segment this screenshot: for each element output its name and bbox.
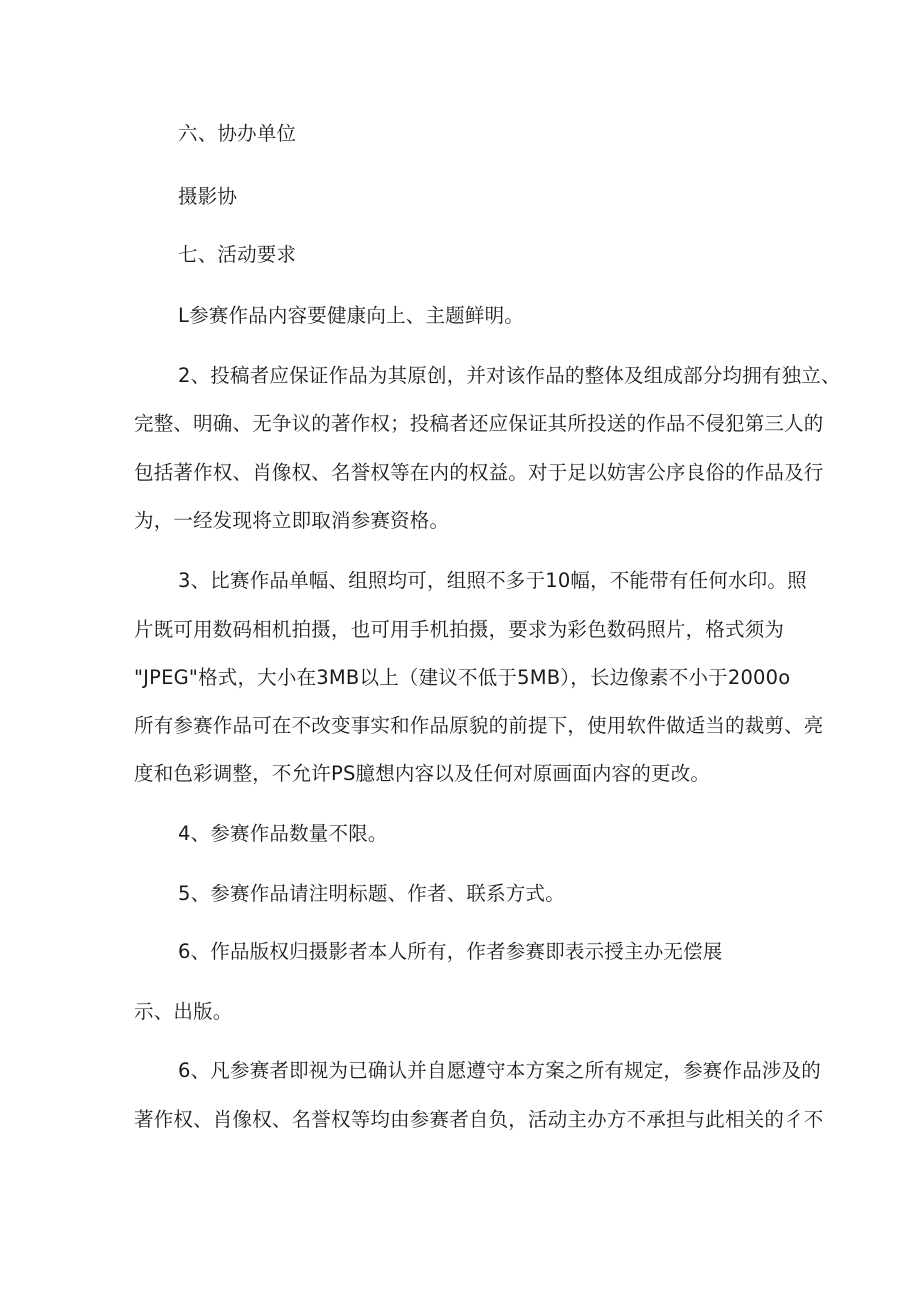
requirement-3-line-5: 度和色彩调整，不允许PS臆想内容以及任何对原画面内容的更改。 xyxy=(134,762,711,785)
section-heading-requirements: 七、活动要求 xyxy=(178,243,297,266)
requirement-6b-line-2: 著作权、肖像权、名誉权等均由参赛者自负，活动主办方不承担与此相关的彳不 xyxy=(134,1108,824,1131)
requirement-6-line-1: 6、作品版权归摄影者本人所有，作者参赛即表示授主办无偿展 xyxy=(178,940,723,963)
requirement-2-line-3: 包括著作权、肖像权、名誉权等在内的权益。对于足以妨害公序良俗的作品及行 xyxy=(134,461,824,484)
requirement-3-line-3: "JPEG"格式，大小在3MB以上（建议不低于5MB），长边像素不小于2000o xyxy=(134,666,791,689)
requirement-2-line-2: 完整、明确、无争议的著作权；投稿者还应保证其所投送的作品不侵犯第三人的 xyxy=(134,412,824,435)
requirement-3-line-2: 片既可用数码相机拍摄，也可用手机拍摄，要求为彩色数码照片，格式须为 xyxy=(134,618,785,641)
section-heading-co-organizer: 六、协办单位 xyxy=(178,122,297,145)
requirement-6b-line-1: 6、凡参赛者即视为已确认并自愿遵守本方案之所有规定，参赛作品涉及的 xyxy=(178,1059,822,1082)
co-organizer-name: 摄影协 xyxy=(178,185,238,208)
requirement-5: 5、参赛作品请注明标题、作者、联系方式。 xyxy=(178,882,565,905)
requirement-3-line-1: 3、比赛作品单幅、组照均可，组照不多于10幅，不能带有任何水印。照 xyxy=(178,569,807,592)
requirement-3-line-4: 所有参赛作品可在不改变事实和作品原貌的前提下，使用软件做适当的裁剪、亮 xyxy=(134,714,824,737)
requirement-1: L参赛作品内容要健康向上、主题鲜明。 xyxy=(178,304,524,327)
requirement-2-line-4: 为，一经发现将立即取消参赛资格。 xyxy=(134,509,450,532)
requirement-2-line-1: 2、投稿者应保证作品为其原创，并对该作品的整体及组成部分均拥有独立、 xyxy=(178,364,841,387)
requirement-6-line-2: 示、出版。 xyxy=(134,1000,233,1023)
requirement-4: 4、参赛作品数量不限。 xyxy=(178,822,388,845)
